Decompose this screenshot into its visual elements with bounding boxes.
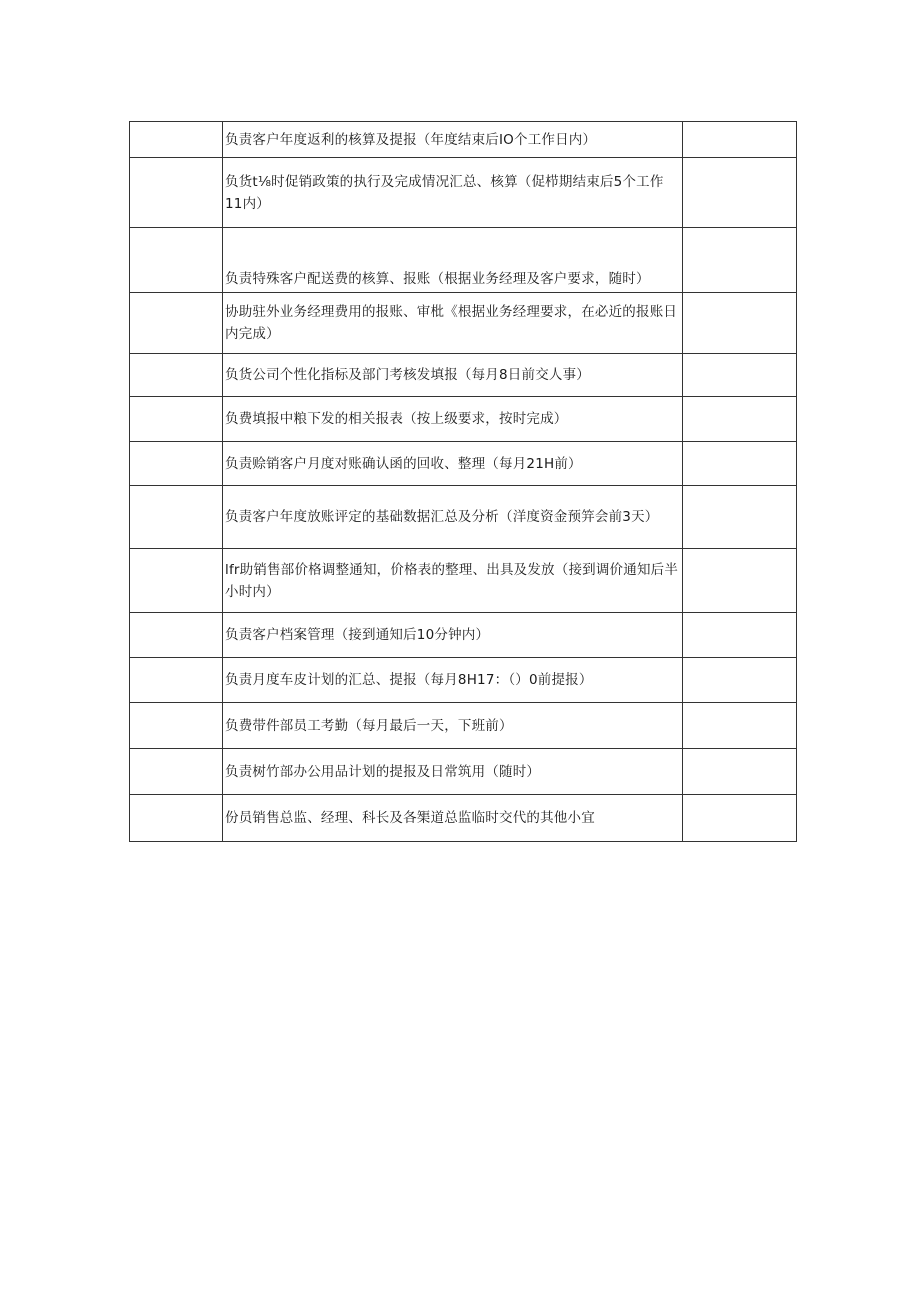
duty-text: 负费带件部员工考勤（每月最后一天，下班前）	[225, 717, 513, 734]
duty-text: 负责客户年度返利的核算及提报（年度结束后IO个工作日内）	[225, 131, 597, 148]
table-row	[130, 658, 797, 703]
duty-cell	[223, 354, 683, 397]
row-index-cell	[130, 703, 223, 749]
note-cell	[683, 549, 797, 613]
duty-cell	[223, 228, 683, 293]
row-index-cell	[130, 158, 223, 228]
duty-cell	[223, 397, 683, 442]
duty-text: 份员销售总监、经理、科长及各榘道总监临时交代的其他小宜	[225, 810, 595, 826]
duty-table	[129, 121, 797, 842]
duty-cell	[223, 549, 683, 613]
duty-text: 负费填报中粮下发的相关报表（按上级要求，按时完成）	[225, 411, 568, 427]
note-cell	[683, 658, 797, 703]
row-index-cell	[130, 293, 223, 354]
duty-text: 协助驻外业务经理费用的报账、审枇《根据业务经理要求，在必近的报账日内完成）	[225, 304, 678, 342]
row-index-cell	[130, 228, 223, 293]
row-index-cell	[130, 122, 223, 158]
note-cell	[683, 442, 797, 486]
duty-text: 负责树竹部办公用品计划的提报及日常筑用（随时）	[225, 763, 541, 780]
duty-cell	[223, 293, 683, 354]
duty-text: 负货公司个性化指标及部门考核发填报（每月8日前交人事）	[225, 367, 590, 383]
table-row	[130, 228, 797, 293]
row-index-cell	[130, 442, 223, 486]
duty-cell	[223, 658, 683, 703]
duty-text: 负责特殊客户配送费的核算、报账（根据业务经理及客户要求，随时）	[225, 271, 650, 287]
duty-text: 负责月度车皮计划的汇总、提报（每月8H17：（）0前提报）	[225, 672, 593, 688]
note-cell	[683, 397, 797, 442]
row-index-cell	[130, 795, 223, 842]
row-index-cell	[130, 613, 223, 658]
row-index-cell	[130, 549, 223, 613]
row-index-cell	[130, 658, 223, 703]
note-cell	[683, 613, 797, 658]
table-row	[130, 442, 797, 486]
table-row	[130, 293, 797, 354]
table-row	[130, 795, 797, 842]
note-cell	[683, 703, 797, 749]
note-cell	[683, 122, 797, 158]
row-index-cell	[130, 397, 223, 442]
row-index-cell	[130, 749, 223, 795]
duty-text: 负货t⅛时促销政策的执行及完成情况汇总、核算（促栉期结束后5个工作11内）	[225, 173, 664, 212]
note-cell	[683, 749, 797, 795]
duty-cell	[223, 486, 683, 549]
note-cell	[683, 486, 797, 549]
duty-text: lfr助销售部价格调整通知，价格表的整理、出具及发放（接到调价通知后半小时内）	[225, 561, 679, 600]
duty-text: 负责客户年度放账评定的基础数据汇总及分析（洋度资金预笄会前3天）	[225, 509, 659, 525]
note-cell	[683, 228, 797, 293]
duty-cell	[223, 703, 683, 749]
table-row	[130, 397, 797, 442]
table-row	[130, 486, 797, 549]
duty-cell	[223, 795, 683, 842]
duty-cell	[223, 122, 683, 158]
table-row	[130, 613, 797, 658]
table-row	[130, 749, 797, 795]
note-cell	[683, 354, 797, 397]
table-row	[130, 703, 797, 749]
duty-cell	[223, 442, 683, 486]
table-row	[130, 158, 797, 228]
table-row	[130, 122, 797, 158]
duty-cell	[223, 613, 683, 658]
row-index-cell	[130, 486, 223, 549]
duty-cell	[223, 158, 683, 228]
table-row	[130, 549, 797, 613]
duty-cell	[223, 749, 683, 795]
note-cell	[683, 293, 797, 354]
table-row	[130, 354, 797, 397]
note-cell	[683, 795, 797, 842]
note-cell	[683, 158, 797, 228]
row-index-cell	[130, 354, 223, 397]
duty-text: 负责赊销客户月度对账确认函的回收、整理（每月21H前）	[225, 455, 582, 472]
duty-text: 负责客户档案管理（接到通知后10分钟内）	[225, 627, 490, 643]
